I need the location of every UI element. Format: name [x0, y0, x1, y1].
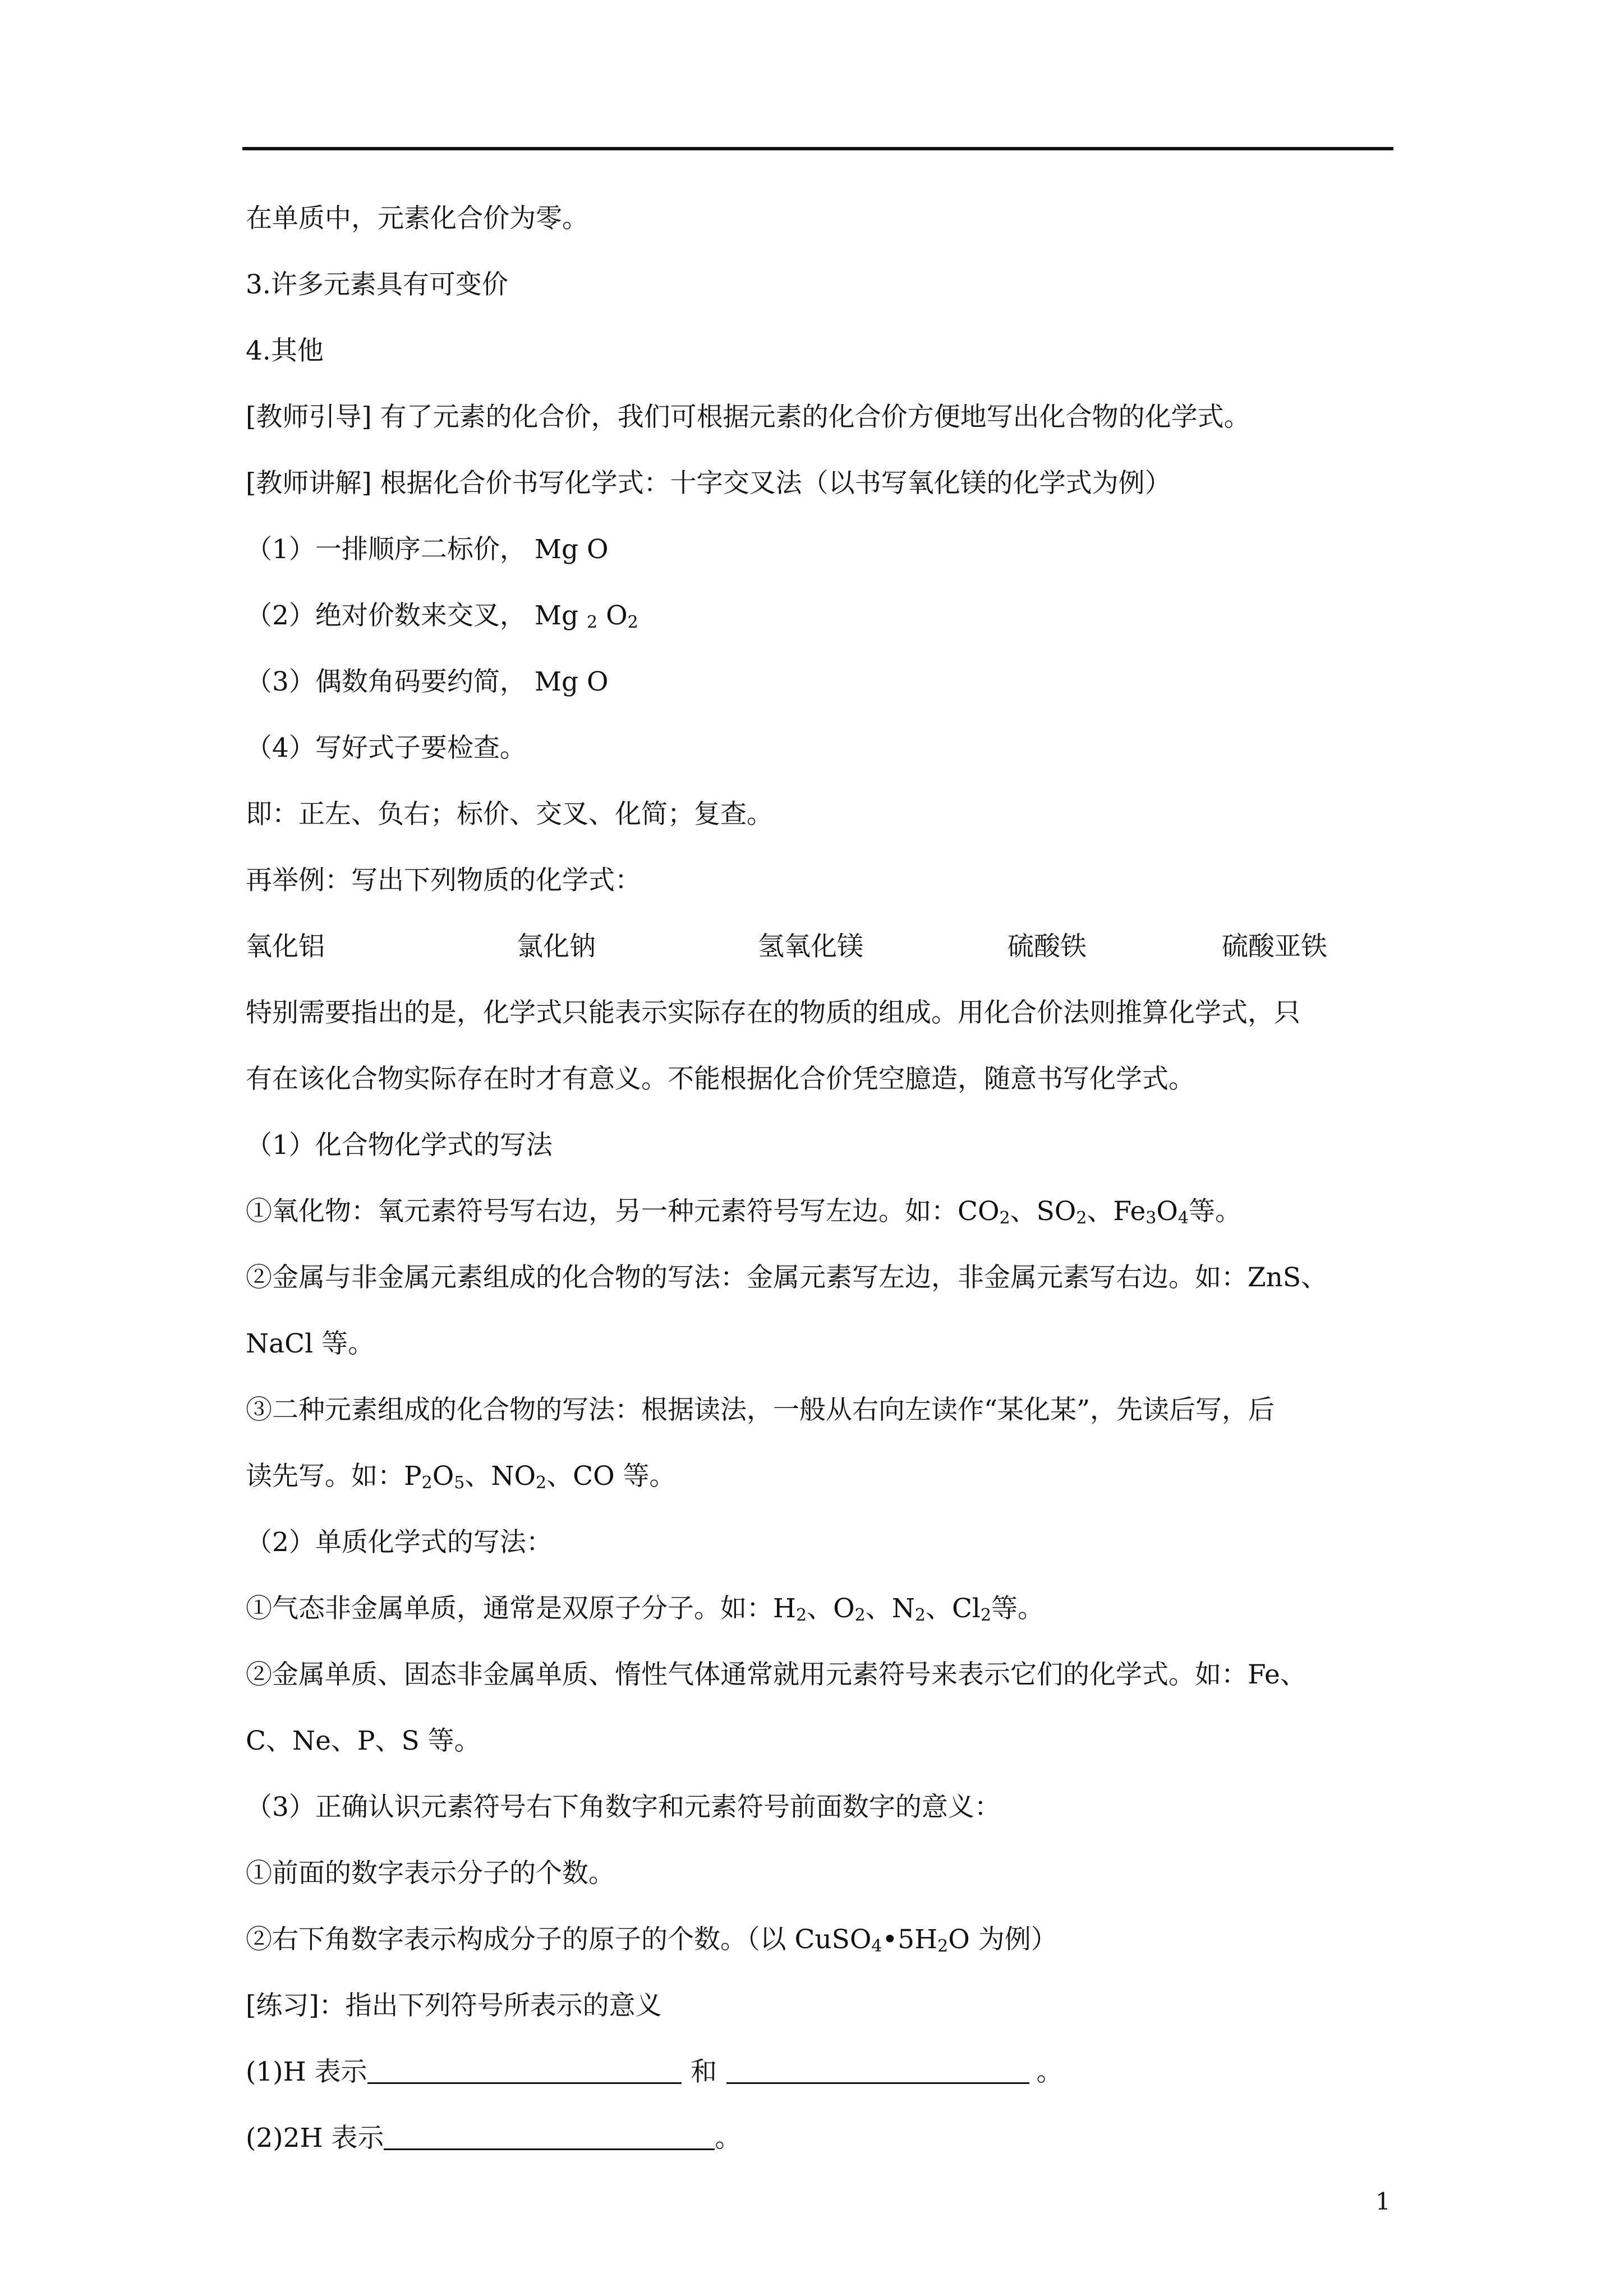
- formula-part: 、Cl: [925, 1593, 981, 1624]
- step-1: （1）一排顺序二标价， Mg O: [246, 534, 609, 565]
- period: 。: [1036, 2056, 1063, 2087]
- text-line: C、Ne、P、S 等。: [246, 1726, 481, 1756]
- metal-rule: ②金属单质、固态非金属单质、惰性气体通常就用元素符号来表示它们的化学式。如：Fe、: [246, 1659, 1306, 1690]
- document-body: [246, 202, 1396, 2188]
- compound-item: 氧化铝: [246, 931, 325, 962]
- subscript: 5: [454, 1473, 465, 1493]
- section-heading: （3）正确认识元素符号右下角数字和元素符号前面数字的意义：: [246, 1792, 1001, 1823]
- compound-list: [246, 930, 1396, 964]
- formula-part: O: [1156, 1196, 1178, 1227]
- subscript: 2: [627, 613, 638, 632]
- period: 。: [715, 2123, 742, 2154]
- mnemonic: 即：正左、负右；标价、交叉、化简；复查。: [246, 799, 773, 830]
- subscript-rule: [246, 1923, 1396, 1957]
- rule-text: 读先写。如：P: [246, 1461, 422, 1492]
- read-rule: [246, 1460, 1396, 1493]
- formula-part: •5H: [882, 1924, 938, 1955]
- subscript: 2: [796, 1605, 807, 1625]
- exercise-q2: [246, 2122, 1396, 2155]
- subscript: 3: [1145, 1208, 1157, 1228]
- subscript: 2: [587, 613, 598, 632]
- subscript: 4: [871, 1936, 882, 1956]
- formula-part: 、Fe: [1087, 1196, 1146, 1227]
- step-2-o: O: [606, 600, 628, 631]
- exercise-heading: [练习]：指出下列符号所表示的意义: [246, 1990, 662, 2021]
- answer-blank[interactable]: [384, 2123, 715, 2150]
- subscript: 4: [1177, 1208, 1189, 1228]
- text-line: 在单质中，元素化合价为零。: [246, 203, 588, 234]
- teacher-explain: [教师讲解] 根据化合价书写化学式：十字交叉法（以书写氧化镁的化学式为例）: [246, 468, 1171, 499]
- compound-item: 氢氧化镁: [758, 931, 863, 962]
- example-prompt: 再举例：写出下列物质的化学式：: [246, 865, 641, 896]
- oxide-rule: [246, 1195, 1396, 1228]
- section-heading: （1）化合物化学式的写法: [246, 1130, 553, 1161]
- formula-part: 、NO: [464, 1461, 536, 1492]
- text-line: NaCl 等。: [246, 1328, 375, 1359]
- formula-part: O 为例）: [948, 1924, 1057, 1955]
- subscript: 2: [937, 1936, 949, 1956]
- subscript: 2: [914, 1605, 926, 1625]
- subscript: 2: [854, 1605, 866, 1625]
- subscript: 2: [1076, 1208, 1087, 1228]
- subscript: 2: [980, 1605, 992, 1625]
- formula-part: 等。: [991, 1593, 1045, 1624]
- formula-part: 等。: [1189, 1196, 1242, 1227]
- step-2-text: （2）绝对价数来交叉， Mg: [246, 600, 579, 631]
- subscript: 2: [999, 1208, 1010, 1228]
- exercise-q1: [246, 2055, 1396, 2089]
- subscript: 2: [421, 1473, 433, 1493]
- text-line: 有在该化合物实际存在时才有意义。不能根据化合价凭空臆造，随意书写化学式。: [246, 1064, 1195, 1094]
- gas-rule: [246, 1592, 1396, 1626]
- step-3: （3）偶数角码要约简， Mg O: [246, 666, 609, 697]
- formula-part: 、SO: [1010, 1196, 1076, 1227]
- conjunction: 和: [691, 2056, 717, 2087]
- text-line: 特别需要指出的是，化学式只能表示实际存在的物质的组成。用化合价法则推算化学式，只: [246, 997, 1300, 1028]
- binary-rule: ③二种元素组成的化合物的写法：根据读法，一般从右向左读作“某化某”，先读后写，后: [246, 1395, 1275, 1425]
- formula-part: O: [432, 1461, 454, 1492]
- answer-blank[interactable]: [726, 2056, 1029, 2084]
- rule-text: ②右下角数字表示构成分子的原子的个数。（以 CuSO: [246, 1924, 872, 1955]
- text-line: 4.其他: [246, 335, 324, 366]
- formula-part: 、O: [807, 1593, 855, 1624]
- teacher-guide: [教师引导] 有了元素的化合价，我们可根据元素的化合价方便地写出化合物的化学式。: [246, 402, 1250, 432]
- step-2: [246, 599, 1396, 633]
- subscript: 2: [536, 1473, 547, 1493]
- header-rule: [242, 147, 1393, 150]
- text-line: 3.许多元素具有可变价: [246, 269, 508, 300]
- answer-blank[interactable]: [367, 2056, 682, 2084]
- compound-item: 硫酸铁: [1007, 931, 1087, 962]
- compound-item: 氯化钠: [517, 931, 596, 962]
- step-4: （4）写好式子要检查。: [246, 733, 526, 763]
- page-number: 1: [1375, 2188, 1391, 2215]
- rule-text: ①气态非金属单质，通常是双原子分子。如：H: [246, 1593, 796, 1624]
- question-label: (2)2H 表示: [246, 2123, 384, 2154]
- formula-part: 、N: [865, 1593, 915, 1624]
- compound-item: 硫酸亚铁: [1222, 931, 1327, 962]
- rule-text: ①氧化物：氧元素符号写右边，另一种元素符号写左边。如：CO: [246, 1196, 1000, 1227]
- section-heading: （2）单质化学式的写法：: [246, 1527, 553, 1558]
- text-line: ①前面的数字表示分子的个数。: [246, 1858, 615, 1889]
- metal-nonmetal-rule: ②金属与非金属元素组成的化合物的写法：金属元素写左边，非金属元素写右边。如：ZnS、: [246, 1262, 1328, 1293]
- question-label: (1)H 表示: [246, 2056, 367, 2087]
- formula-part: 、CO 等。: [546, 1461, 676, 1492]
